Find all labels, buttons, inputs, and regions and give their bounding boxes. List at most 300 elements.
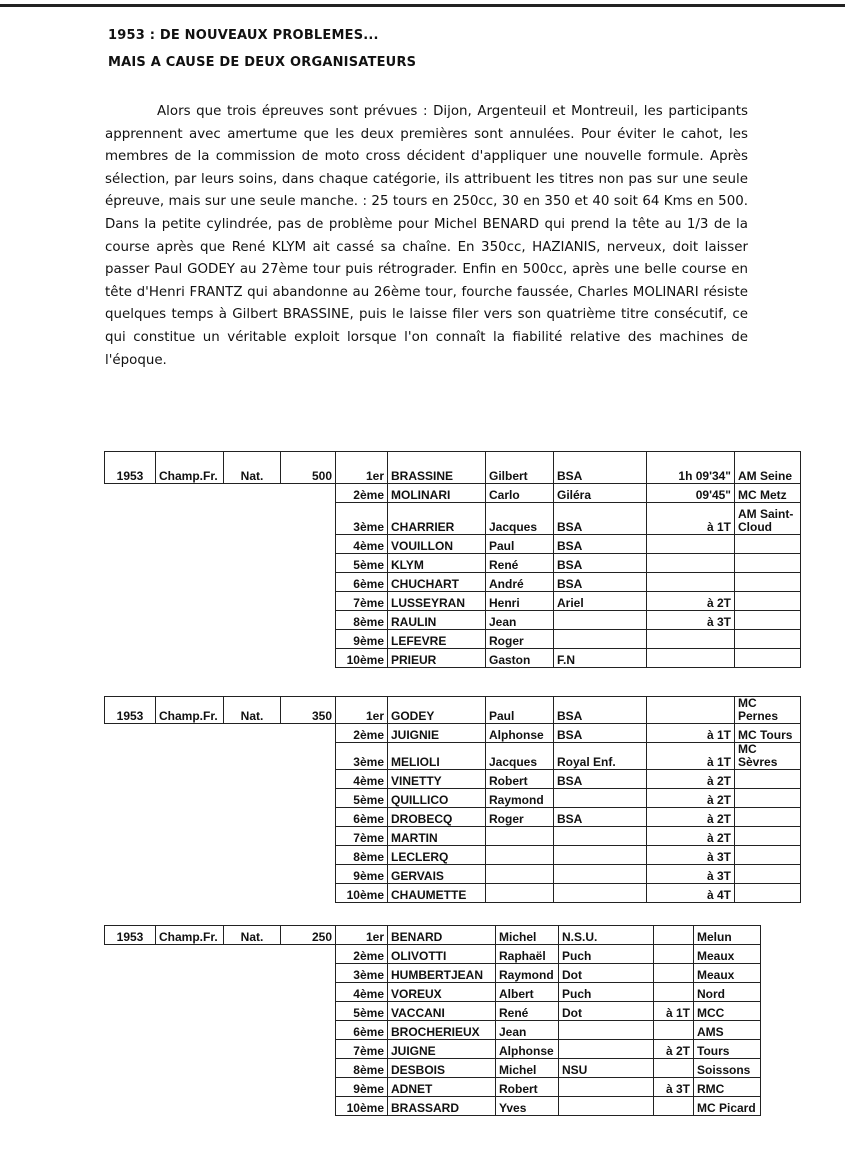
empty-cell	[224, 983, 281, 1002]
result-firstname: Michel	[496, 926, 559, 945]
table-row	[105, 630, 801, 649]
result-gap: à 1T	[647, 743, 735, 770]
result-position: 1er	[336, 926, 388, 945]
table-row	[105, 1097, 761, 1116]
empty-cell	[105, 884, 156, 903]
result-gap: à 3T	[654, 1078, 694, 1097]
result-machine: Dot	[559, 1002, 654, 1021]
empty-cell	[105, 649, 156, 668]
empty-cell	[105, 503, 156, 535]
result-club: MCC	[694, 1002, 761, 1021]
empty-cell	[105, 554, 156, 573]
empty-cell	[105, 724, 156, 743]
result-firstname: Gaston	[486, 649, 554, 668]
race-event: Champ.Fr.	[156, 697, 224, 724]
empty-cell	[224, 630, 281, 649]
table-row	[105, 573, 801, 592]
empty-cell	[224, 808, 281, 827]
result-gap	[647, 535, 735, 554]
result-firstname: Jacques	[486, 743, 554, 770]
result-surname: JUIGNE	[388, 1040, 496, 1059]
result-position: 3ème	[336, 743, 388, 770]
empty-cell	[105, 1021, 156, 1040]
result-position: 4ème	[336, 770, 388, 789]
result-gap	[647, 630, 735, 649]
result-club: MC Sèvres	[735, 743, 801, 770]
result-club: Soissons	[694, 1059, 761, 1078]
result-position: 2ème	[336, 724, 388, 743]
empty-cell	[156, 573, 224, 592]
table-row	[105, 554, 801, 573]
empty-cell	[156, 1078, 224, 1097]
empty-cell	[281, 1078, 336, 1097]
result-position: 5ème	[336, 789, 388, 808]
result-machine	[559, 1040, 654, 1059]
empty-cell	[156, 945, 224, 964]
result-machine: N.S.U.	[559, 926, 654, 945]
empty-cell	[156, 884, 224, 903]
result-gap: à 2T	[647, 808, 735, 827]
empty-cell	[281, 1021, 336, 1040]
result-position: 5ème	[336, 1002, 388, 1021]
result-gap: à 3T	[647, 846, 735, 865]
table-row	[105, 592, 801, 611]
result-machine	[559, 1078, 654, 1097]
race-year: 1953	[105, 452, 156, 484]
result-firstname: René	[496, 1002, 559, 1021]
empty-cell	[224, 554, 281, 573]
result-surname: CHARRIER	[388, 503, 486, 535]
result-gap: 09'45"	[647, 484, 735, 503]
table-row	[105, 770, 801, 789]
result-machine: BSA	[554, 724, 647, 743]
table-row	[105, 789, 801, 808]
intro-paragraph-text: Alors que trois épreuves sont prévues : Dijon, Argenteuil et Montreuil, les participants apprennent avec amertume que les deux premières sont annulées. Pour éviter le cahot, les membres de la commission de moto cross décident d'appliquer une nouvelle formule. Après sélection, par leurs soins, dans chaque catégorie, ils attribuent les titres non pas sur une seule épreuve, mais sur une seule manche. : 25 tours en 250cc, 30 en 350 et 40 soit 64 Kms en 500. Dans la petite cylindrée, pas de problème pour Michel BENARD qui prend la tête au 1/3 de la course après que René KLYM ait cassé sa chaîne. En 350cc, HAZIANIS, nerveux, doit laisser passer Paul GODEY au 27ème tour puis rétrograder. Enfin en 500cc, après une belle course en tête d'Henri FRANTZ qui abandonne au 26ème tour, fourche faussée, Charles MOLINARI résiste quelques temps à Gilbert BRASSINE, puis le laisse filer vers son quatrième titre consécutif, ce qui constitue un véritable exploit lorsque l'on connaît la fiabilité relative des machines de l'époque.	[105, 104, 748, 368]
empty-cell	[105, 611, 156, 630]
table-row	[105, 865, 801, 884]
result-firstname: Paul	[486, 697, 554, 724]
result-surname: MELIOLI	[388, 743, 486, 770]
result-position: 2ème	[336, 945, 388, 964]
result-club: AM Saint-Cloud	[735, 503, 801, 535]
result-firstname: Alphonse	[496, 1040, 559, 1059]
result-firstname: Henri	[486, 592, 554, 611]
empty-cell	[105, 743, 156, 770]
top-rule	[0, 4, 845, 7]
result-club: Melun	[694, 926, 761, 945]
empty-cell	[281, 724, 336, 743]
result-machine: Dot	[559, 964, 654, 983]
result-club: Nord	[694, 983, 761, 1002]
empty-cell	[281, 789, 336, 808]
result-firstname: Jacques	[486, 503, 554, 535]
result-gap	[647, 554, 735, 573]
empty-cell	[281, 743, 336, 770]
result-gap: à 1T	[647, 724, 735, 743]
result-surname: KLYM	[388, 554, 486, 573]
empty-cell	[281, 503, 336, 535]
empty-cell	[156, 592, 224, 611]
result-gap	[654, 945, 694, 964]
table-row	[105, 945, 761, 964]
result-surname: BENARD	[388, 926, 496, 945]
empty-cell	[156, 808, 224, 827]
result-firstname: Jean	[486, 611, 554, 630]
result-firstname	[486, 865, 554, 884]
empty-cell	[156, 724, 224, 743]
empty-cell	[224, 611, 281, 630]
page-title: 1953 : DE NOUVEAUX PROBLEMES...	[108, 28, 379, 43]
empty-cell	[105, 1078, 156, 1097]
race-year: 1953	[105, 926, 156, 945]
table-row	[105, 697, 801, 724]
result-machine: BSA	[554, 535, 647, 554]
result-firstname	[486, 884, 554, 903]
empty-cell	[281, 983, 336, 1002]
result-surname: VINETTY	[388, 770, 486, 789]
empty-cell	[105, 1097, 156, 1116]
result-firstname: Yves	[496, 1097, 559, 1116]
result-gap	[654, 983, 694, 1002]
result-gap	[654, 1097, 694, 1116]
empty-cell	[156, 846, 224, 865]
result-position: 1er	[336, 452, 388, 484]
empty-cell	[281, 770, 336, 789]
result-gap: à 2T	[647, 770, 735, 789]
empty-cell	[156, 1002, 224, 1021]
empty-cell	[105, 789, 156, 808]
result-position: 10ème	[336, 884, 388, 903]
result-position: 6ème	[336, 808, 388, 827]
result-position: 4ème	[336, 983, 388, 1002]
result-surname: GERVAIS	[388, 865, 486, 884]
empty-cell	[105, 1002, 156, 1021]
result-machine	[554, 884, 647, 903]
result-position: 3ème	[336, 964, 388, 983]
empty-cell	[281, 884, 336, 903]
empty-cell	[105, 573, 156, 592]
empty-cell	[224, 1078, 281, 1097]
empty-cell	[224, 503, 281, 535]
result-machine: BSA	[554, 573, 647, 592]
result-club: RMC	[694, 1078, 761, 1097]
result-surname: DESBOIS	[388, 1059, 496, 1078]
result-surname: VOUILLON	[388, 535, 486, 554]
empty-cell	[105, 964, 156, 983]
empty-cell	[156, 770, 224, 789]
result-position: 2ème	[336, 484, 388, 503]
result-machine	[554, 789, 647, 808]
result-gap: 1h 09'34"	[647, 452, 735, 484]
result-firstname	[486, 846, 554, 865]
result-machine: Giléra	[554, 484, 647, 503]
result-club: AMS	[694, 1021, 761, 1040]
empty-cell	[281, 573, 336, 592]
result-club: MC Picard	[694, 1097, 761, 1116]
result-gap: à 1T	[654, 1002, 694, 1021]
empty-cell	[156, 789, 224, 808]
result-club: MC Metz	[735, 484, 801, 503]
result-gap: à 1T	[647, 503, 735, 535]
table-row	[105, 484, 801, 503]
result-club	[735, 630, 801, 649]
result-club: Meaux	[694, 964, 761, 983]
result-gap	[647, 573, 735, 592]
table-row	[105, 846, 801, 865]
race-class: 500	[281, 452, 336, 484]
empty-cell	[224, 724, 281, 743]
result-position: 1er	[336, 697, 388, 724]
result-surname: QUILLICO	[388, 789, 486, 808]
result-gap	[654, 1021, 694, 1040]
empty-cell	[224, 1059, 281, 1078]
table-row	[105, 503, 801, 535]
result-firstname: Robert	[486, 770, 554, 789]
empty-cell	[281, 945, 336, 964]
result-club	[735, 649, 801, 668]
result-firstname: Gilbert	[486, 452, 554, 484]
result-club	[735, 554, 801, 573]
result-surname: MOLINARI	[388, 484, 486, 503]
result-firstname: Roger	[486, 808, 554, 827]
result-club	[735, 808, 801, 827]
result-machine: NSU	[559, 1059, 654, 1078]
result-club	[735, 611, 801, 630]
empty-cell	[224, 535, 281, 554]
empty-cell	[224, 1040, 281, 1059]
table-row	[105, 452, 801, 484]
result-club: AM Seine	[735, 452, 801, 484]
result-surname: MARTIN	[388, 827, 486, 846]
empty-cell	[281, 1059, 336, 1078]
empty-cell	[156, 503, 224, 535]
empty-cell	[156, 983, 224, 1002]
empty-cell	[224, 1002, 281, 1021]
empty-cell	[281, 1097, 336, 1116]
result-firstname: Raymond	[486, 789, 554, 808]
result-gap: à 2T	[647, 592, 735, 611]
result-club	[735, 827, 801, 846]
empty-cell	[224, 573, 281, 592]
result-firstname: René	[486, 554, 554, 573]
result-machine	[559, 1021, 654, 1040]
empty-cell	[281, 592, 336, 611]
result-gap: à 2T	[654, 1040, 694, 1059]
result-position: 7ème	[336, 827, 388, 846]
page-subtitle: MAIS A CAUSE DE DEUX ORGANISATEURS	[108, 55, 417, 70]
result-machine: Royal Enf.	[554, 743, 647, 770]
result-club	[735, 884, 801, 903]
empty-cell	[156, 535, 224, 554]
empty-cell	[156, 1021, 224, 1040]
result-surname: BRASSARD	[388, 1097, 496, 1116]
result-surname: CHUCHART	[388, 573, 486, 592]
table-row	[105, 1078, 761, 1097]
result-gap	[647, 649, 735, 668]
result-position: 10ème	[336, 1097, 388, 1116]
result-machine: BSA	[554, 808, 647, 827]
empty-cell	[281, 649, 336, 668]
empty-cell	[105, 770, 156, 789]
result-gap: à 2T	[647, 789, 735, 808]
result-club	[735, 865, 801, 884]
empty-cell	[281, 611, 336, 630]
empty-cell	[281, 484, 336, 503]
result-firstname: Roger	[486, 630, 554, 649]
result-firstname: Alphonse	[486, 724, 554, 743]
result-machine: Puch	[559, 983, 654, 1002]
race-year: 1953	[105, 697, 156, 724]
empty-cell	[156, 1059, 224, 1078]
result-surname: HUMBERTJEAN	[388, 964, 496, 983]
result-surname: DROBECQ	[388, 808, 486, 827]
empty-cell	[281, 964, 336, 983]
results-table-500cc	[104, 451, 801, 668]
empty-cell	[224, 770, 281, 789]
empty-cell	[281, 554, 336, 573]
empty-cell	[105, 808, 156, 827]
empty-cell	[156, 649, 224, 668]
result-club	[735, 846, 801, 865]
result-firstname: Albert	[496, 983, 559, 1002]
empty-cell	[224, 865, 281, 884]
race-level: Nat.	[224, 452, 281, 484]
result-surname: VACCANI	[388, 1002, 496, 1021]
result-position: 9ème	[336, 865, 388, 884]
result-surname: PRIEUR	[388, 649, 486, 668]
result-position: 9ème	[336, 1078, 388, 1097]
empty-cell	[156, 743, 224, 770]
empty-cell	[224, 789, 281, 808]
result-machine	[554, 630, 647, 649]
result-surname: LECLERQ	[388, 846, 486, 865]
result-position: 8ème	[336, 1059, 388, 1078]
result-gap	[654, 1059, 694, 1078]
result-surname: JUIGNIE	[388, 724, 486, 743]
empty-cell	[156, 865, 224, 884]
table-row	[105, 1059, 761, 1078]
empty-cell	[224, 484, 281, 503]
result-club: Tours	[694, 1040, 761, 1059]
empty-cell	[224, 743, 281, 770]
table-row	[105, 884, 801, 903]
result-machine: BSA	[554, 770, 647, 789]
empty-cell	[105, 983, 156, 1002]
result-machine	[554, 611, 647, 630]
result-surname: OLIVOTTI	[388, 945, 496, 964]
result-surname: CHAUMETTE	[388, 884, 486, 903]
empty-cell	[156, 1097, 224, 1116]
empty-cell	[156, 611, 224, 630]
empty-cell	[224, 592, 281, 611]
result-club	[735, 789, 801, 808]
empty-cell	[156, 1040, 224, 1059]
result-position: 7ème	[336, 1040, 388, 1059]
result-club	[735, 592, 801, 611]
result-firstname: Raymond	[496, 964, 559, 983]
empty-cell	[281, 808, 336, 827]
result-position: 8ème	[336, 611, 388, 630]
empty-cell	[224, 945, 281, 964]
table-row	[105, 743, 801, 770]
result-gap	[647, 697, 735, 724]
result-club	[735, 573, 801, 592]
result-firstname: Jean	[496, 1021, 559, 1040]
result-club: MC Pernes	[735, 697, 801, 724]
result-position: 10ème	[336, 649, 388, 668]
result-position: 3ème	[336, 503, 388, 535]
result-surname: ADNET	[388, 1078, 496, 1097]
empty-cell	[105, 1059, 156, 1078]
result-gap: à 4T	[647, 884, 735, 903]
result-machine	[554, 827, 647, 846]
result-surname: LEFEVRE	[388, 630, 486, 649]
result-gap	[654, 926, 694, 945]
empty-cell	[105, 535, 156, 554]
result-firstname: André	[486, 573, 554, 592]
race-event: Champ.Fr.	[156, 452, 224, 484]
table-row	[105, 983, 761, 1002]
empty-cell	[105, 592, 156, 611]
result-position: 6ème	[336, 573, 388, 592]
empty-cell	[224, 964, 281, 983]
table-row	[105, 964, 761, 983]
race-level: Nat.	[224, 926, 281, 945]
result-machine	[554, 846, 647, 865]
result-machine: BSA	[554, 697, 647, 724]
result-gap: à 2T	[647, 827, 735, 846]
empty-cell	[156, 554, 224, 573]
race-class: 250	[281, 926, 336, 945]
result-machine: F.N	[554, 649, 647, 668]
table-row	[105, 611, 801, 630]
empty-cell	[105, 865, 156, 884]
result-position: 8ème	[336, 846, 388, 865]
empty-cell	[281, 535, 336, 554]
empty-cell	[105, 945, 156, 964]
empty-cell	[224, 1021, 281, 1040]
empty-cell	[105, 630, 156, 649]
result-surname: RAULIN	[388, 611, 486, 630]
empty-cell	[281, 827, 336, 846]
empty-cell	[224, 884, 281, 903]
result-position: 5ème	[336, 554, 388, 573]
result-gap	[654, 964, 694, 983]
result-firstname: Raphaël	[496, 945, 559, 964]
result-club: MC Tours	[735, 724, 801, 743]
empty-cell	[156, 630, 224, 649]
table-row	[105, 1040, 761, 1059]
result-surname: VOREUX	[388, 983, 496, 1002]
result-firstname: Michel	[496, 1059, 559, 1078]
table-row	[105, 827, 801, 846]
race-event: Champ.Fr.	[156, 926, 224, 945]
empty-cell	[105, 827, 156, 846]
result-machine: BSA	[554, 503, 647, 535]
empty-cell	[281, 1002, 336, 1021]
result-position: 7ème	[336, 592, 388, 611]
empty-cell	[224, 1097, 281, 1116]
results-table-350cc	[104, 696, 801, 903]
result-club	[735, 770, 801, 789]
table-row	[105, 808, 801, 827]
race-level: Nat.	[224, 697, 281, 724]
result-surname: LUSSEYRAN	[388, 592, 486, 611]
result-machine: BSA	[554, 452, 647, 484]
empty-cell	[224, 827, 281, 846]
intro-paragraph	[105, 101, 748, 372]
result-club	[735, 535, 801, 554]
